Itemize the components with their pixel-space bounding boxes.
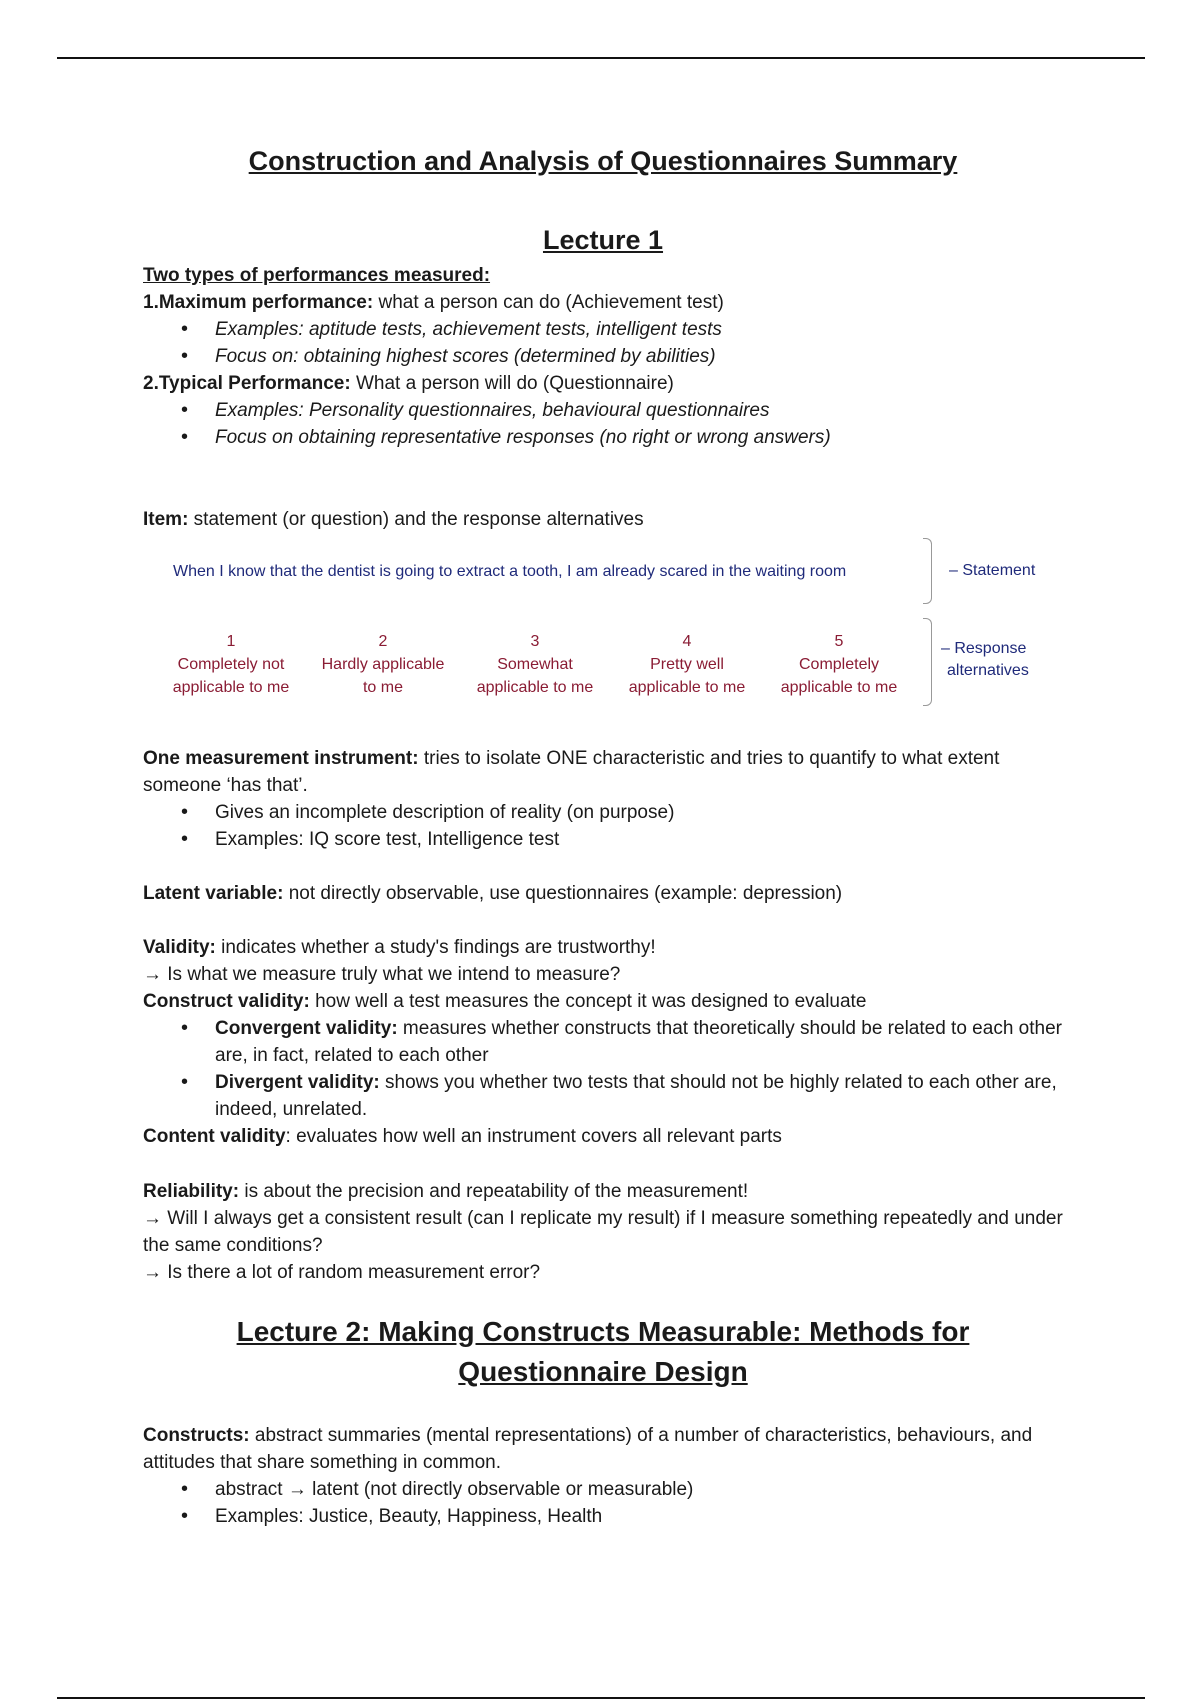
alternative-1 [155, 630, 307, 699]
statement-label: – Statement [949, 562, 1036, 579]
alt-line: applicable to me [172, 679, 290, 696]
measurement-instrument-section [143, 745, 1063, 853]
validity-bullets [143, 1015, 1063, 1123]
alt-line: Hardly applicable [321, 656, 445, 673]
omi-label: One measurement instrument: [143, 748, 419, 769]
performance-section [143, 262, 1063, 451]
alt-line: applicable to me [780, 679, 898, 696]
typical-performance [143, 370, 1063, 397]
constructs-text: abstract summaries (mental representations) of a number of characteristics, behaviours, and attitudes that share something in common. [143, 1425, 1033, 1473]
bullet-text: Examples: aptitude tests, achievement tests, intelligent tests [215, 319, 722, 340]
maximum-performance [143, 289, 1063, 316]
convergent-text: measures whether constructs that theoretically should be related to each other are, in fact, related to each other [215, 1018, 1062, 1066]
statement-brace [923, 538, 932, 604]
alt-number: 2 [378, 633, 388, 650]
item-text: statement (or question) and the response alternatives [188, 509, 644, 530]
alternative-3 [459, 630, 611, 699]
item-figure [173, 548, 1053, 718]
validity-label: Validity: [143, 937, 216, 958]
document-title: Construction and Analysis of Questionnaires Summary [248, 146, 958, 176]
latent-label: Latent variable: [143, 883, 284, 904]
validity-text: indicates whether a study's findings are trustworthy! [215, 937, 656, 958]
alt-number: 1 [226, 633, 236, 650]
reliability-question-1: → Will I always get a consistent result (can I replicate my result) if I measure something repeatedly and under the same conditions? [143, 1208, 1063, 1256]
response-alternatives [155, 630, 915, 699]
reliability-label: Reliability: [143, 1181, 240, 1202]
lecture-1-heading: Lecture 1 [542, 225, 664, 255]
list-item: • Examples: IQ score test, Intelligence test [143, 826, 1063, 853]
reliability-text: is about the precision and repeatability of the measurement! [239, 1181, 749, 1202]
response-label-1: Response [954, 640, 1027, 657]
alt-line: Somewhat [497, 656, 573, 673]
alt-line: applicable to me [628, 679, 746, 696]
typ-bullets [143, 397, 1063, 451]
max-text: what a person can do (Achievement test) [373, 292, 724, 313]
alt-line: to me [362, 679, 403, 696]
item-label: Item: [143, 509, 189, 530]
list-item [143, 424, 1063, 451]
alternative-2 [307, 630, 459, 699]
omi-bullets [143, 799, 1063, 853]
alt-line: Pretty well [650, 656, 724, 673]
latent-text: not directly observable, use questionnaires (example: depression) [283, 883, 843, 904]
bullet-text: Focus on obtaining representative responses (no right or wrong answers) [215, 427, 831, 448]
list-item: • abstract → latent (not directly observable or measurable) [143, 1476, 1063, 1503]
alternative-5 [763, 630, 915, 699]
alt-number: 3 [530, 633, 540, 650]
response-alternatives-label: – Response alternatives [941, 638, 1029, 682]
bullet-text: Focus on: obtaining highest scores (determined by abilities) [215, 346, 716, 367]
statement-label-text: Statement [962, 562, 1036, 579]
construct-text: how well a test measures the concept it was designed to evaluate [309, 991, 867, 1012]
validity-section [143, 934, 1063, 1150]
lecture-2-heading-line-1: Lecture 2: Making Constructs Measurable: Methods for [236, 1316, 970, 1347]
lecture-2-heading [143, 1312, 1063, 1392]
list-item [143, 397, 1063, 424]
alt-line: applicable to me [476, 679, 594, 696]
divergent-text: shows you whether two tests that should not be highly related to each other are, indeed, unrelated. [215, 1072, 1057, 1120]
response-label-2: alternatives [947, 662, 1029, 679]
divergent-label: Divergent validity: [215, 1072, 380, 1093]
bottom-rule [57, 1697, 1145, 1699]
alt-line: Completely [798, 656, 880, 673]
construct-label: Construct validity: [143, 991, 310, 1012]
list-item [143, 343, 1063, 370]
content-label: Content validity [143, 1126, 286, 1147]
list-item [143, 316, 1063, 343]
convergent-label: Convergent validity: [215, 1018, 398, 1039]
max-label: 1.Maximum performance: [143, 292, 374, 313]
list-item [143, 1015, 1063, 1069]
alt-number: 5 [834, 633, 844, 650]
alt-number: 4 [682, 633, 692, 650]
item-definition [143, 506, 1063, 533]
list-item: • Examples: Justice, Beauty, Happiness, Health [143, 1503, 1063, 1530]
validity-question: → Is what we measure truly what we intend to measure? [143, 964, 621, 985]
figure-statement: When I know that the dentist is going to extract a tooth, I am already scared in the waiting room [173, 563, 847, 580]
constructs-bullets [143, 1476, 1063, 1530]
constructs-label: Constructs: [143, 1425, 250, 1446]
top-rule [57, 57, 1145, 59]
max-bullets [143, 316, 1063, 370]
types-heading: Two types of performances measured: [143, 265, 491, 286]
constructs-section [143, 1422, 1063, 1530]
omi-text: tries to isolate ONE characteristic and tries to quantify to what extent someone ‘has that’. [143, 748, 1000, 796]
typ-text: What a person will do (Questionnaire) [350, 373, 674, 394]
alternative-4 [611, 630, 763, 699]
typ-label: 2.Typical Performance: [143, 373, 351, 394]
content-text: : evaluates how well an instrument covers all relevant parts [285, 1126, 782, 1147]
list-item [143, 1069, 1063, 1123]
reliability-question-2: → Is there a lot of random measurement error? [143, 1262, 541, 1283]
reliability-section [143, 1178, 1063, 1286]
bullet-text: Examples: Personality questionnaires, behavioural questionnaires [215, 400, 770, 421]
alternatives-brace [923, 618, 932, 706]
latent-variable-section [143, 880, 1063, 907]
lecture-2-heading-line-2: Questionnaire Design [458, 1356, 748, 1387]
alt-line: Completely not [177, 656, 285, 673]
list-item: • Gives an incomplete description of reality (on purpose) [143, 799, 1063, 826]
